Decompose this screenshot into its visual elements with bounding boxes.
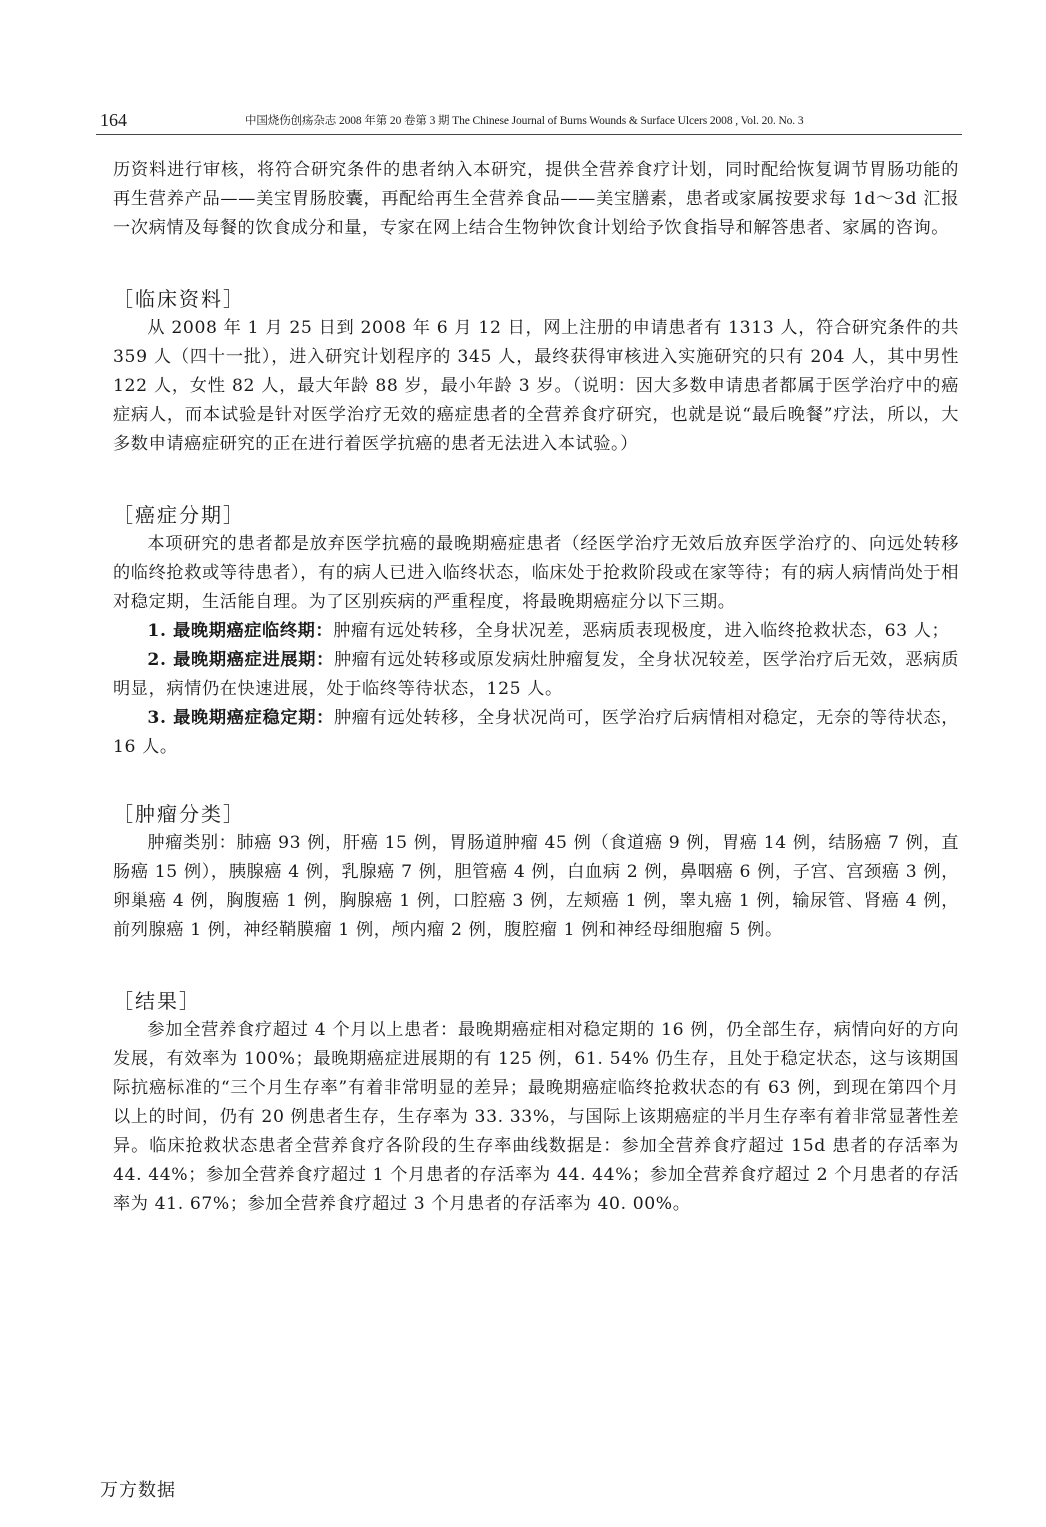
- section-heading-staging: ［癌症分期］: [113, 503, 245, 527]
- clinical-paragraph: 从 2008 年 1 月 25 日到 2008 年 6 月 12 日，网上注册的申请患者有 1313 人，符合研究条件的共 359 人（四十一批），进入研究计划程序的 345 人，最终获得审核进入实施研究的只有 204 人，其中男性 122 人，女性 82 人，最大年龄 88 岁，最小年龄 3 岁。（说明：因大多数申请患者都属于医学治疗中的癌症病人，而本试验是针对医学治疗无效的癌症患者的全营养食疗研究，也就是说“最后晚餐”疗法，所以，大多数申请癌症研究的正在进行着医学抗癌的患者无法进入本试验。）: [113, 318, 959, 454]
- staging-item-text: 肿瘤有远处转移，全身状况差，恶病质表现极度，进入临终抢救状态，63 人；: [333, 621, 950, 641]
- staging-item-label: 2. 最晚期癌症进展期：: [147, 650, 334, 670]
- staging-item-label: 1. 最晚期癌症临终期：: [147, 621, 334, 641]
- tumor-paragraph: 肿瘤类别：肺癌 93 例，肝癌 15 例，胃肠道肿瘤 45 例（食道癌 9 例，胃癌 14 例，结肠癌 7 例，直肠癌 15 例），胰腺癌 4 例，乳腺癌 7 例，胆管癌 4 例，白血病 2 例，鼻咽癌 6 例，子宫、宫颈癌 3 例，卵巢癌 4 例，胸腹癌 1 例，胸腺癌 1 例，口腔癌 3 例，左颊癌 1 例，睾丸癌 1 例，输尿管、肾癌 4 例，前列腺癌 1 例，神经鞘膜瘤 1 例，颅内瘤 2 例，腹腔瘤 1 例和神经母细胞瘤 5 例。: [113, 833, 959, 940]
- article-body: [113, 156, 959, 1219]
- header-rule: [96, 134, 962, 135]
- intro-paragraph: 历资料进行审核，将符合研究条件的患者纳入本研究，提供全营养食疗计划，同时配给恢复调节胃肠功能的再生营养产品——美宝胃肠胶囊，再配给再生全营养食品——美宝膳素，患者或家属按要求每 1d～3d 汇报一次病情及每餐的饮食成分和量，专家在网上结合生物钟饮食计划给予饮食指导和解答患者、家属的咨询。: [113, 160, 959, 238]
- staging-item-label: 3. 最晚期癌症稳定期：: [147, 708, 334, 728]
- running-header: 中国烧伤创疡杂志 2008 年第 20 卷第 3 期 The Chinese Journal of Burns Wounds & Surface Ulcers 2008 , Vol. 20. No. 3: [245, 115, 804, 127]
- page-number: 164: [100, 110, 127, 130]
- results-paragraph: 参加全营养食疗超过 4 个月以上患者：最晚期癌症相对稳定期的 16 例，仍全部生存，病情向好的方向发展，有效率为 100%；最晚期癌症进展期的有 125 例，61. 54% 仍生存，且处于稳定状态，这与该期国际抗癌标准的“三个月生存率”有着非常明显的差异；最晚期癌症临终抢救状态的有 63 例，到现在第四个月以上的时间，仍有 20 例患者生存，生存率为 33. 33%，与国际上该期癌症的半月生存率有着非常显著性差异。临床抢救状态患者全营养食疗各阶段的生存率曲线数据是：参加全营养食疗超过 15d 患者的存活率为 44. 44%；参加全营养食疗超过 1 个月患者的存活率为 44. 44%；参加全营养食疗超过 2 个月患者的存活率为 41. 67%；参加全营养食疗超过 3 个月患者的存活率为 40. 00%。: [113, 1020, 960, 1214]
- staging-item: [113, 617, 959, 646]
- section-heading-results: ［结果］: [113, 989, 201, 1013]
- staging-item-text: 肿瘤有远处转移，全身状况尚可，医学治疗后病情相对稳定，无奈的等待状态，16 人。: [113, 708, 959, 757]
- section-heading-tumor: ［肿瘤分类］: [113, 802, 245, 826]
- staging-item-text: 肿瘤有远处转移或原发病灶肿瘤复发，全身状况较差，医学治疗后无效，恶病质明显，病情仍在快速进展，处于临终等待状态，125 人。: [113, 650, 959, 699]
- staging-intro-paragraph: 本项研究的患者都是放弃医学抗癌的最晚期癌症患者（经医学治疗无效后放弃医学治疗的、向远处转移的临终抢救或等待患者），有的病人已进入临终状态，临床处于抢救阶段或在家等待；有的病人病情尚处于相对稳定期，生活能自理。为了区别疾病的严重程度，将最晚期癌症分以下三期。: [113, 534, 959, 612]
- staging-item: [113, 646, 959, 704]
- wanfang-logo: 万方数据: [100, 1480, 176, 1501]
- section-heading-clinical: ［临床资料］: [113, 287, 245, 311]
- staging-item: [113, 704, 959, 762]
